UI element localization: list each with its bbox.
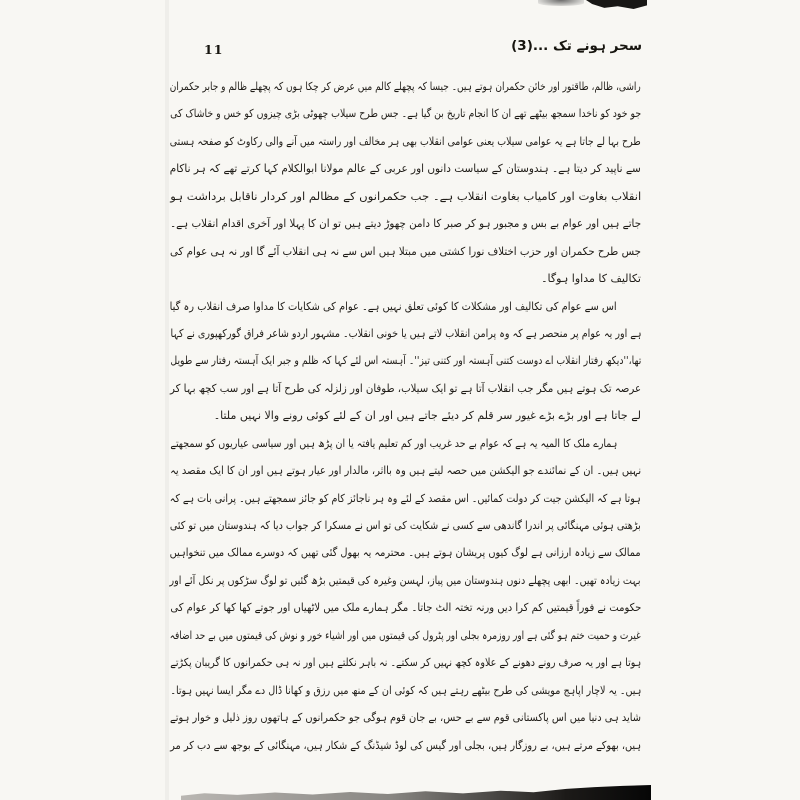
text-line-content: ہمارے ملک کا المیہ یہ ہے کہ عوام بے حد غریب اور کم تعلیم یافتہ یا ان پڑھ ہیں اور سیاسی عیاریوں کو سمجھتے — [170, 436, 617, 450]
text-line — [170, 210, 641, 237]
text-line — [170, 485, 641, 512]
text-line-content: تھا،''دیکھ رفتار انقلاب اے دوست کتنی آہستہ اور کتنی تیز''۔ آہستہ اس لئے کہا کہ ظلم و جبر ایک آہستہ رفتار سے طویل — [170, 354, 641, 368]
text-line — [170, 567, 641, 594]
text-line — [170, 402, 641, 429]
text-line — [170, 320, 641, 347]
text-line-content: جو خود کو ناخدا سمجھ بیٹھے تھے ان کا انجام تاریخ بن گیا ہے۔ جس طرح سیلاب چھوٹی بڑی چیزوں کو خس و خاشاک کی — [170, 107, 641, 121]
text-line — [170, 594, 641, 621]
text-line-content: انقلاب بغاوت اور کامیاب بغاوت انقلاب ہے۔ جب حکمرانوں کے مظالم اور کردار ناقابل برداشت ہو — [169, 189, 641, 203]
text-line — [170, 677, 641, 704]
text-line-content: راشی، ظالم، طاقتور اور خائن حکمران ہوتے ہیں۔ جیسا کہ پچھلے کالم میں عرض کر چکا ہوں کہ پچھلے ظالم و جابر حکمران — [170, 80, 641, 93]
text-line-content: ہوتا ہے کہ الیکشن جیت کر دولت کمائیں۔ اس مقصد کے لئے وہ ہر ناجائز کام کو جائز سمجھتے ہیں۔ پرانی بات ہے کہ — [170, 491, 641, 505]
text-line-content: تکالیف کا مداوا ہوگا۔ — [541, 272, 641, 286]
text-line-content: عرصہ تک ہوتے ہیں مگر جب انقلاب آتا ہے تو ایک سیلاب، طوفان اور زلزلہ کی طرح آتا ہے اور سب کچھ بہا کر — [170, 381, 641, 395]
text-line-content: ہوتا ہے اور یہ صرف رونے دھونے کے علاوہ کچھ نہیں کر سکتے۔ نہ باہر نکلتے ہیں اور نہ ہی حکمرانوں کا گریبان پکڑتے — [170, 656, 641, 670]
text-line — [170, 183, 641, 210]
text-line-content: غیرت و حمیت ختم ہو گئی ہے اور روزمرہ بجلی اور پٹرول کی قیمتوں میں اور اشیاء خور و نوش کی قیمتوں میں بے حد اضافہ — [170, 628, 641, 642]
running-title: سحر ہونے تک ...(3) — [511, 38, 642, 54]
text-line — [170, 704, 641, 731]
text-line-content: حکومت نے فوراً قیمتیں کم کرا دیں ورنہ تختہ الٹ جاتا۔ مگر ہمارے ملک میں لاٹھیاں اور جوتے کھا کھا کر عوام کی — [170, 601, 641, 615]
text-line — [170, 347, 641, 374]
text-line — [170, 128, 641, 155]
text-line-content: لے جاتا ہے اور بڑے بڑے غیور سر قلم کر دیئے جاتے ہیں اور ان کے لئے کوئی رونے والا نہیں ملتا۔ — [213, 409, 641, 423]
text-line-content: ممالک سے زیادہ ارزانی ہے لوگ کیوں پریشان ہوتے ہیں۔ محترمہ یہ بھول گئی تھیں کہ دوسرے ممالک میں تنخواہیں — [170, 546, 641, 560]
text-line — [170, 732, 641, 759]
scan-edge-smudge — [538, 0, 584, 6]
text-line-content: ہیں۔ یہ لاچار اپاہج مویشی کی طرح بیٹھے رہتے ہیں کہ کوئی ان کے منھ میں رزق و کھانا ڈال دے مگر ایسا نہیں ہوتا۔ — [170, 683, 641, 697]
text-line — [170, 649, 641, 676]
text-line-content: جاتے ہیں اور عوام بے بس و مجبور ہو کر صبر کا دامن چھوڑ دیتے ہیں تو ان کا پہلا اور آخری اقدام انقلاب ہے۔ — [170, 217, 641, 231]
text-line — [170, 622, 641, 649]
text-line-content: اس سے عوام کی تکالیف اور مشکلات کا کوئی تعلق نہیں ہے۔ عوام کی شکایات کا مداوا صرف انقلاب رہ گیا — [170, 299, 617, 313]
text-line — [170, 265, 641, 292]
text-line-content: ہیں، بھوکے مرتے ہیں، بے روزگار ہیں، بجلی اور گیس کی لوڈ شیڈنگ کے شکار ہیں، مہنگائی کے بوجھ سے دب کر مر — [170, 738, 641, 752]
scan-edge-smudge — [586, 0, 647, 9]
text-line-content: شاید ہی دنیا میں اس پاکستانی قوم سے بے حس، بے جان قوم ہوگی جو حکمرانوں کے ہاتھوں روز ذلیل و خوار ہوتے — [170, 711, 641, 725]
body-text-block — [170, 73, 641, 759]
text-line-content: سے ناپید کر دیتا ہے۔ ہندوستان کے سیاست دانوں اور عربی کے عالم مولانا ابوالکلام کہا کرتے تھے کہ ہر ناکام — [170, 162, 641, 176]
text-line — [170, 155, 641, 182]
text-line-content: بڑھتی ہوئی مہنگائی پر اندرا گاندھی سے کسی نے شکایت کی تو اس نے مسکرا کر جواب دیا کہ ہندوستان میں تو کئی — [170, 519, 641, 532]
text-line-content: بہت زیادہ تھیں۔ ابھی پچھلے دنوں ہندوستان میں پیاز، لہسن وغیرہ کی قیمتیں بڑھ گئیں تو لوگ سڑکوں پر نکل آئے اور — [170, 573, 641, 587]
text-line — [170, 375, 641, 402]
text-line-content: طرح بہا لے جاتا ہے یہ عوامی سیلاب یعنی عوامی انقلاب بھی ہر مخالف اور راستہ میں آنے والی رکاوٹ کو صفحہ ہستی — [170, 134, 641, 148]
text-line — [170, 457, 641, 484]
text-line-content: ہے اور یہ عوام پر منحصر ہے کہ وہ پرامن انقلاب لاتے ہیں یا خونی انقلاب۔ مشہور اردو شاعر فراق گورکھپوری نے کہا — [170, 326, 641, 340]
text-line — [170, 512, 641, 539]
text-line — [170, 293, 641, 320]
text-line-content: نہیں ہیں۔ ان کے نمائندے جو الیکشن میں حصہ لیتے ہیں وہ بااثر، مالدار اور عیار ہوتے ہیں اور ان کا ایک مقصد یہ — [170, 464, 641, 478]
text-line — [170, 238, 641, 265]
text-line — [170, 100, 641, 127]
text-line — [170, 73, 641, 100]
page-number: 11 — [204, 42, 224, 57]
text-line-content: جس طرح حکمران اور حزب اختلاف نورا کشتی میں مبتلا ہیں اس سے نہ ہی انقلاب آئے گا اور نہ ہی عوام کی — [170, 244, 641, 258]
text-line — [170, 430, 641, 457]
scan-bottom-edge-artifact — [181, 785, 651, 800]
text-line — [170, 539, 641, 566]
